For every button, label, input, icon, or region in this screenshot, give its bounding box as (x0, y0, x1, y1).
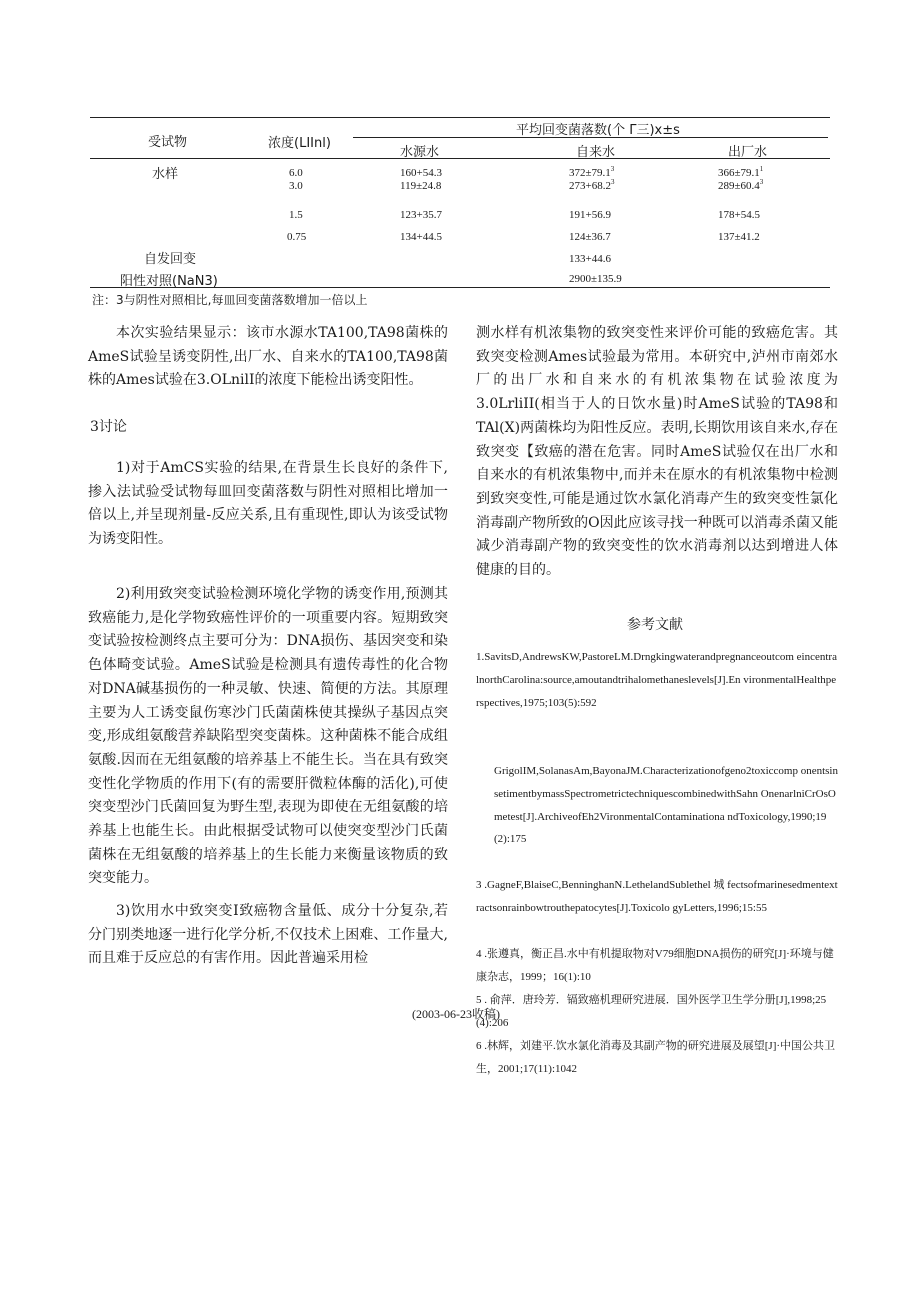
table-cell-outlet: $289\pm 60.4^3$ (718, 178, 764, 192)
table-cell-conc: 1.5 (289, 209, 303, 221)
col-header-sample: 受试物 (148, 135, 188, 150)
table-cell-conc: 6.0 (289, 167, 303, 179)
table-cell-tap: 124±36.7 (569, 231, 611, 243)
table-note: 注：3与阴性对照相比,每皿回变菌落数增加一倍以上 (92, 293, 368, 307)
discussion-paragraph-2: 2)利用致突变试验检测环境化学物的诱变作用,预测其致癌能力,是化学物致癌性评价的一项重要内容。短期致突变试验按检测终点主要可分为：DNA损伤、基因突变和染色体畸变试验。AmeS试验是检测具有遗传毒性的化合物对DNA碱基损伤的一种灵敏、快速、简便的方法。其原理主要为人工诱变鼠伤寒沙门氏菌菌株使其操纵子基因点突变,形成组氨酸营养缺陷型突变菌株。这种菌株不能合成组氨酸.因而在无组氨酸的培养基上不能生长。当在具有致突变性化学物质的作用下(有的需要肝微粒体酶的活化),可使突变型沙门氏菌回复为野生型,表现为即使在无组氨酸的培养基上也能生长。由此根据受试物可以使突变型沙门氏菌菌株在无组氨酸的培养基上的生长能力来衡量该物质的致突变能力。 (88, 586, 448, 887)
row-label-sample: 水样 (152, 167, 179, 182)
col-header-source-water: 水源水 (400, 145, 440, 160)
received-date: (2003-06-23收稿) (412, 1007, 500, 1021)
table-top-rule (90, 117, 830, 118)
section-heading-discussion: 3讨论 (90, 419, 127, 435)
references-list (476, 646, 838, 1081)
table-cell-conc: 0.75 (287, 231, 307, 243)
reference-item: 3 .GagneF,BlaiseC,BenninghanN.LethelandSublethel 城 fectsofmarinesedmentextractsonrainbowtrouthepatocytes[J].Toxicolo gyLetters,1996;15:55 (476, 879, 838, 914)
col-header-outlet-water: 出厂水 (728, 145, 768, 160)
reference-item: 1.SavitsD,AndrewsKW,PastoreLM.Drngkingwaterandpregnanceoutcom eincentralnorthCarolina:source,amoutandtrihalomethaneslevels[J].En vironmentalHealthperspectives,1975;103(5):592 (476, 651, 837, 709)
col-header-tap-water: 自来水 (576, 145, 616, 160)
references-title: 参考文献 (627, 617, 683, 633)
row-label-positive: 阳性对照(NaN3) (120, 274, 218, 289)
row-label-spontaneous: 自发回变 (144, 252, 197, 267)
table-cell-source: 119±24.8 (400, 180, 442, 192)
discussion-paragraph-3: 3)饮用水中致突变I致癌物含量低、成分十分复杂,若分门别类地逐一进行化学分析,不仅技术上困难、工作量大,而且难于反应总的有害作用。因此普遍采用检 (88, 903, 448, 967)
reference-item: 5 . 俞萍．唐玲芳．镉致癌机理研究进展．国外医学卫生学分册[J],1998;25(4):206 (476, 994, 827, 1029)
table-cell-positive: 2900±135.9 (569, 273, 622, 285)
reference-item: GrigolIM,SolanasAm,BayonaJM.Characterizationofgeno2toxiccomp onentsinsetimentbymassSpectrometrictechniquescombinedwithSahn OnenarlniCrOsOmetest[J].ArchiveofEh2VironmentalContaminationa ndToxicology,1990;19(2):175 (494, 765, 838, 846)
table-cell-outlet: 178+54.5 (718, 209, 760, 221)
table-cell-source: 134+44.5 (400, 231, 442, 243)
reference-item: 6 .林辉，刘建平.饮水氯化消毒及其副产物的研究进展及展望[J]·中国公共卫生，2001;17(11):1042 (476, 1040, 836, 1075)
col-header-group: 平均回变菌落数(个 Γ三)x±s (516, 123, 680, 138)
intro-paragraph: 本次实验结果显示：该市水源水TA100,TA98菌株的AmeS试验呈诱变阴性,出厂水、自来水的TA100,TA98菌株的Ames试验在3.OLnilI的浓度下能检出诱变阳性。 (88, 325, 448, 389)
discussion-paragraph-1: 1)对于AmCS实验的结果,在背景生长良好的条件下,掺入法试验受试物每皿回变菌落数与阴性对照相比增加一倍以上,并呈现剂量-反应关系,且有重现性,即认为该受试物为诱变阳性。 (88, 460, 448, 548)
right-paragraph: 测水样有机浓集物的致突变性来评价可能的致癌危害。其致突变检测Ames试验最为常用。本研究中,泸州市南郊水厂的出厂水和自来水的有机浓集物在试验浓度为3.0LrliII(相当于人的日饮水量)时AmeS试验的TA98和TAl(X)两菌株均为阳性反应。表明,长期饮用该自来水,存在致突变【致癌的潜在危害。同时AmeS试验仅在出厂水和自来水的有机浓集物中,而并未在原水的有机浓集物中检测到致突变性,可能是通过饮水氯化消毒产生的致突变性氯化消毒副产物所致的O因此应该寻找一种既可以消毒杀菌又能减少消毒副产物的致突变性的饮水消毒剂以达到增进人体健康的目的。 (476, 325, 838, 579)
table-cell-tap: 191+56.9 (569, 209, 611, 221)
table-cell-outlet: $366\pm 79.1^1$ (718, 165, 764, 179)
table-cell-conc: 3.0 (289, 180, 303, 192)
table-header-rule (90, 158, 830, 159)
table-cell-tap: $372\pm 79.1^3$ (569, 165, 615, 179)
table-cell-source: 123+35.7 (400, 209, 442, 221)
col-header-conc: 浓度(LIInl) (268, 136, 331, 151)
table-cell-spontaneous: 133+44.6 (569, 253, 611, 265)
table-cell-source: 160+54.3 (400, 167, 442, 179)
table-cell-tap: $273+68.2^3$ (569, 178, 615, 192)
table-cell-outlet: 137±41.2 (718, 231, 760, 243)
reference-item: 4 .张遵真，衡正昌.水中有机提取物对V79细胞DNA损伤的研究[J]·环境与健康杂志，1999；16(1):10 (476, 948, 834, 983)
